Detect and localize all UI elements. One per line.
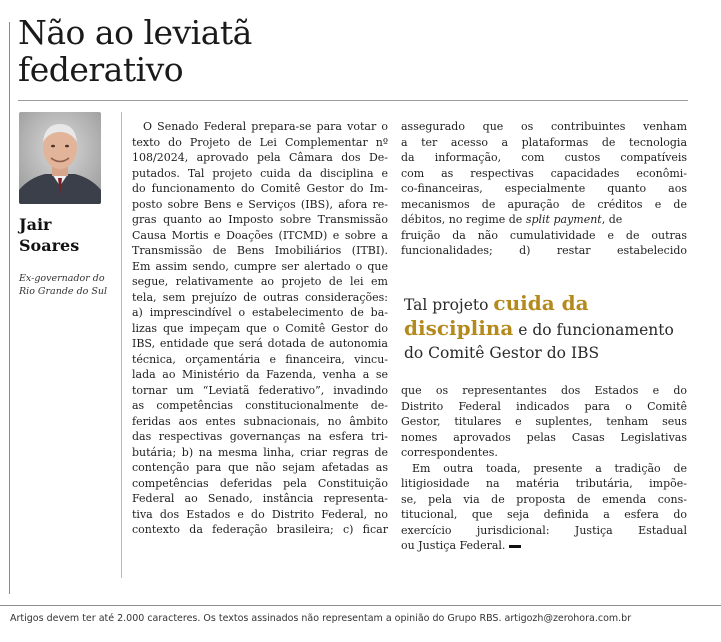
text-line: tela, sem prejuízo de outras considerações:: [132, 290, 388, 304]
pull-quote-line-3: do Comitê Gestor do IBS: [404, 344, 600, 362]
pull-quote-line-1: [404, 292, 704, 317]
text-line: tornar um “Leviatã federativo”, invadindo: [132, 383, 388, 397]
article-column-1: [132, 119, 388, 538]
article-headline: [18, 14, 398, 88]
text-line: Causa Mortis e Doações (ITCMD) e sobre a: [132, 228, 388, 242]
column-divider: [121, 112, 122, 578]
text-line: com as respectivas capacidades econômi-: [401, 166, 687, 180]
text-line: funcionalidades; d) restar estabelecido: [401, 244, 687, 257]
text-line: 108/2024, aprovado pela Câmara dos De-: [132, 151, 388, 164]
text-line: correspondentes.: [401, 446, 498, 459]
text-line: IBS, entidade que será dotada de autonomia: [132, 337, 388, 350]
author-name: [19, 214, 119, 256]
text-line: lizas que impeçam que o Comitê Gestor do: [132, 321, 388, 335]
left-margin-rule: [9, 22, 10, 594]
text-line: Em assim sendo, cumpre ser alertado o que: [132, 259, 388, 273]
text-line: Em outra toada, presente a tradição de: [412, 461, 687, 475]
text-line: técnica, orçamentária e financeira, vincu-: [132, 352, 388, 366]
author-first-name: Jair: [19, 215, 52, 234]
text-line: do funcionamento do Comitê Gestor do Im-: [132, 182, 388, 195]
text-line: segue, relativamente ao projeto de lei em: [132, 275, 388, 288]
text-line: da informação, com custos compatíveis: [401, 151, 687, 164]
text-line: que os representantes dos Estados e do: [401, 384, 687, 397]
text-line: lada ao Ministério da Fazenda, venha a se: [132, 368, 388, 381]
italic-term: split payment: [525, 213, 602, 226]
text-fragment: ou Justiça Federal.: [401, 539, 506, 552]
text-line: a) imprescindível o estabelecimento de ba-: [132, 306, 388, 319]
pull-quote-text: e do funcionamento: [513, 321, 674, 339]
text-fragment: , de: [601, 213, 623, 226]
text-line: assegurado que os contribuintes venham: [401, 120, 687, 133]
pull-quote-line-2: [404, 317, 704, 342]
text-line-mixed: [401, 212, 687, 228]
text-line: gras quanto ao Imposto sobre Transmissão: [132, 213, 388, 226]
author-last-name: Soares: [19, 236, 80, 255]
text-line: contexto da federação brasileira; c) ficar: [132, 523, 388, 536]
text-line: butária; b) na mesma linha, criar regras de: [132, 445, 388, 459]
text-line: feridas aos entes subnacionais, no âmbito: [132, 414, 388, 428]
pull-quote-highlight: cuida da: [493, 291, 589, 315]
text-line: Federal ao Senado, instância representa-: [132, 492, 388, 505]
text-line: exercício jurisdicional: Justiça Estadual: [401, 523, 687, 537]
text-line: Transmissão de Bens Imobiliários (ITBI).: [132, 244, 388, 257]
headline-divider: [18, 100, 688, 101]
author-role-line-1: Ex-governador do: [19, 273, 105, 284]
article-column-3: [401, 383, 687, 554]
text-line: texto do Projeto de Lei Complementar nº: [132, 135, 388, 149]
author-portrait-icon: [19, 112, 101, 204]
text-line: mecanismos de apuração de créditos e de: [401, 197, 687, 211]
text-line-final: [401, 538, 687, 554]
text-line: Distrito Federal indicados para o Comitê: [401, 399, 687, 413]
text-line: nomes aprovados pelas Casas Legislativas: [401, 430, 687, 444]
text-line: tiva dos Estados e do Distrito Federal, no: [132, 507, 388, 521]
text-line: posto sobre Bens e Serviços (IBS), afora re-: [132, 197, 388, 211]
text-line: Gestor, titulares e suplentes, tenham seus: [401, 415, 687, 428]
footer-divider: [0, 605, 721, 606]
text-line: das respectivas governanças na esfera tri-: [132, 430, 388, 443]
text-line: putados. Tal projeto cuida da disciplina e: [132, 166, 388, 180]
headline-line-1: Não ao leviatã: [18, 13, 252, 52]
headline-line-2: federativo: [18, 50, 184, 89]
text-line: competências deferidas pela Constituição: [132, 476, 388, 490]
text-line: fruição da não cumulatividade e de outras: [401, 228, 687, 242]
text-line: titucional, que seja definida a esfera do: [401, 508, 687, 521]
author-role: [19, 272, 119, 298]
pull-quote-text: Tal projeto: [404, 296, 494, 314]
text-line: a ter acesso a plataformas de tecnologia: [401, 135, 687, 149]
author-photo: [19, 112, 101, 204]
text-line: O Senado Federal prepara-se para votar o: [143, 120, 388, 133]
pull-quote-highlight: disciplina: [404, 316, 514, 340]
article-column-2: [401, 119, 687, 259]
text-line: co-financeiras, especialmente quanto aos: [401, 182, 687, 195]
author-role-line-2: Rio Grande do Sul: [19, 286, 108, 297]
pull-quote: [404, 292, 704, 365]
text-line: se, pela via de proposta de emenda cons-: [401, 492, 687, 506]
text-line: litigiosidade na matéria tributária, impõe-: [401, 477, 687, 490]
footer-note: Artigos devem ter até 2.000 caracteres. Os textos assinados não representam a opinião do Grupo RBS. artigozh@zerohora.com.br: [10, 613, 632, 624]
text-line: as competências constitucionalmente de-: [132, 399, 388, 412]
text-fragment: débitos, no regime de: [401, 213, 523, 226]
text-line: contenção para que não sejam afetadas as: [132, 461, 388, 474]
end-of-article-mark: [509, 545, 521, 548]
